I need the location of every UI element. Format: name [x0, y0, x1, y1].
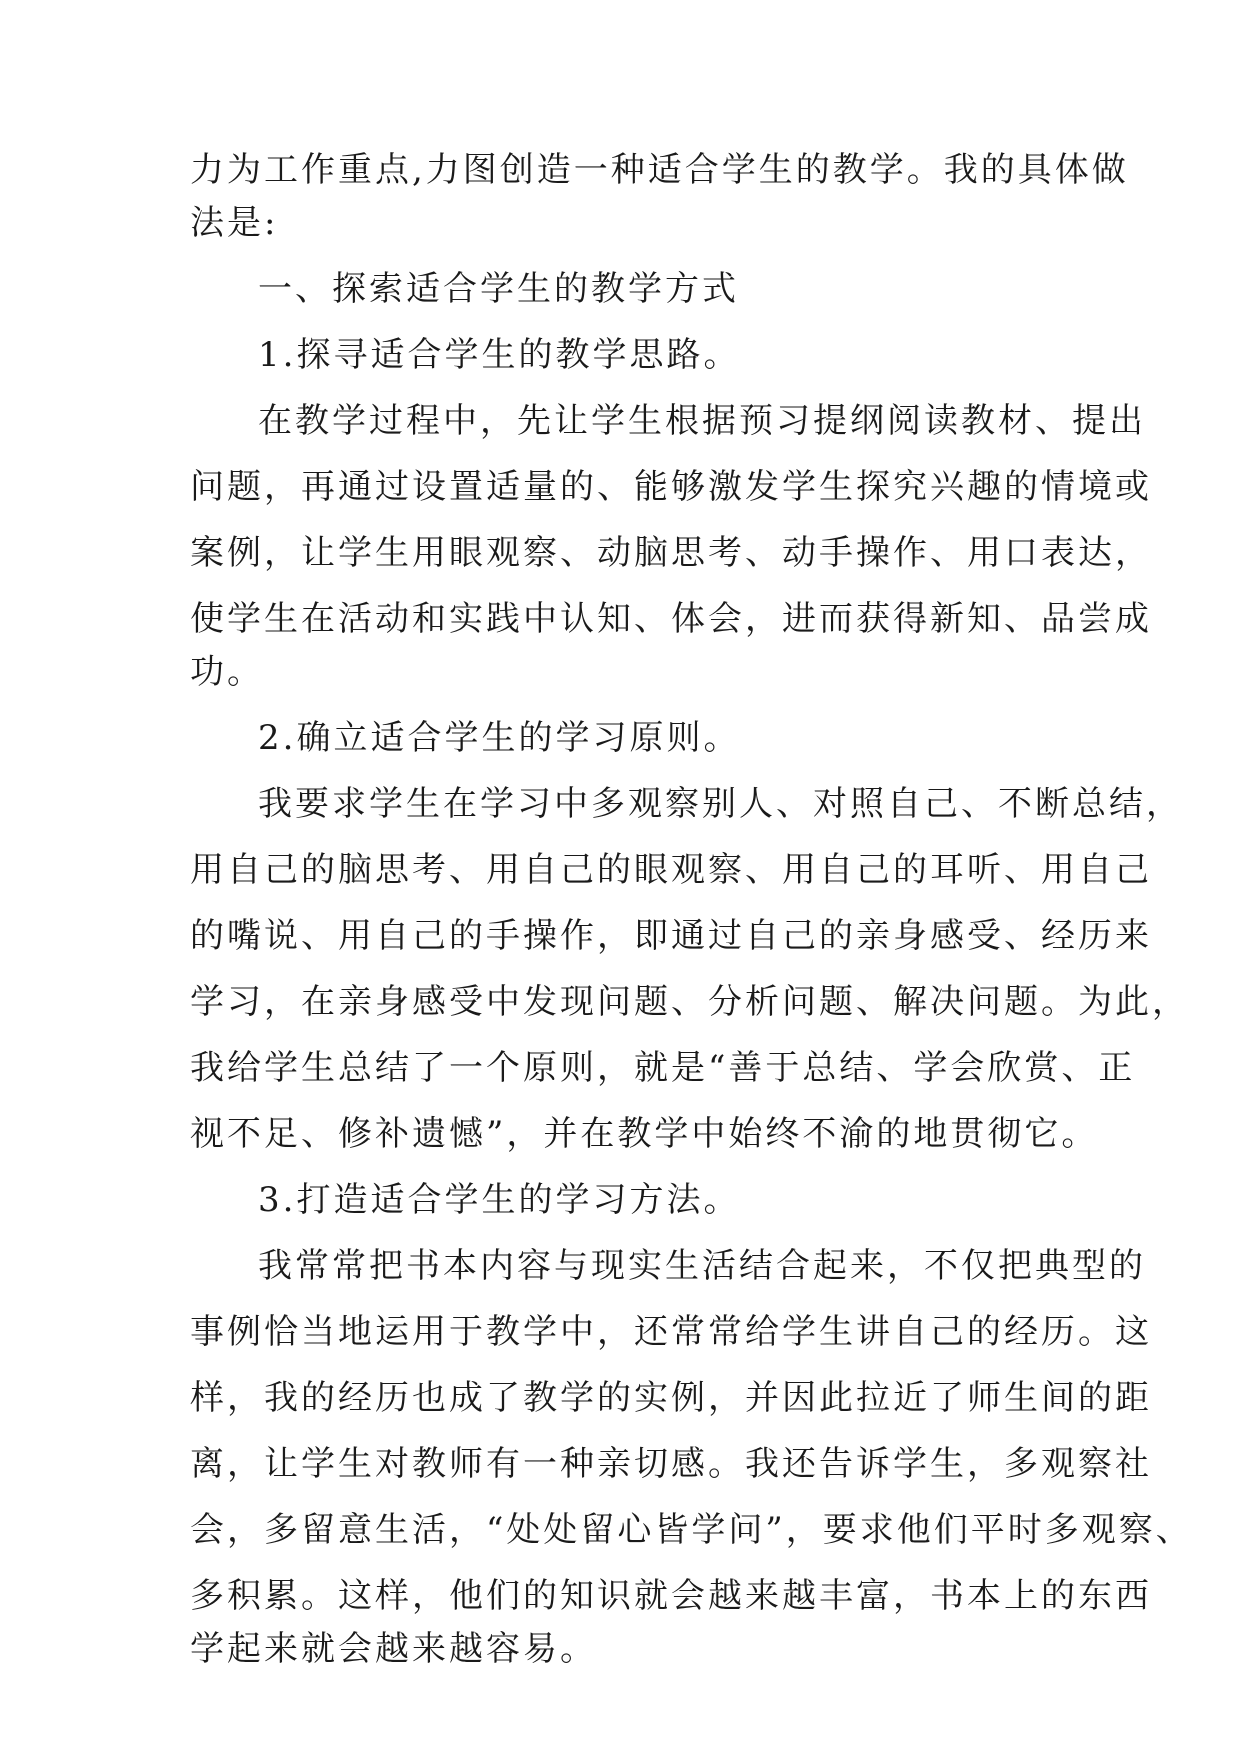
- text-line: 学起来就会越来越容易。: [190, 1629, 597, 1669]
- text-line: 法是:: [190, 203, 279, 243]
- text-line: 会，多留意生活，“处处留心皆学问”，要求他们平时多观察、: [190, 1510, 1193, 1550]
- text-line: 力为工作重点,力图创造一种适合学生的教学。我的具体做: [190, 150, 1129, 190]
- subsection-heading: 2.确立适合学生的学习原则。: [258, 718, 741, 758]
- text-line: 功。: [190, 652, 264, 692]
- text-line: 我给学生总结了一个原则，就是“善于总结、学会欣赏、正: [190, 1048, 1136, 1088]
- section-heading: 一、探索适合学生的教学方式: [258, 269, 739, 309]
- text-line: 我要求学生在学习中多观察别人、对照自己、不断总结，: [258, 784, 1183, 824]
- subsection-heading: 3.打造适合学生的学习方法。: [258, 1180, 741, 1220]
- text-line: 我常常把书本内容与现实生活结合起来，不仅把典型的: [258, 1246, 1146, 1286]
- text-line: 在教学过程中，先让学生根据预习提纲阅读教材、提出: [258, 401, 1146, 441]
- text-line: 问题，再通过设置适量的、能够激发学生探究兴趣的情境或: [190, 467, 1152, 507]
- text-line: 多积累。这样，他们的知识就会越来越丰富，书本上的东西: [190, 1576, 1152, 1616]
- text-line: 样，我的经历也成了教学的实例，并因此拉近了师生间的距: [190, 1378, 1152, 1418]
- text-line: 案例，让学生用眼观察、动脑思考、动手操作、用口表达，: [190, 533, 1152, 573]
- text-line: 学习，在亲身感受中发现问题、分析问题、解决问题。为此，: [190, 982, 1189, 1022]
- text-line: 的嘴说、用自己的手操作，即通过自己的亲身感受、经历来: [190, 916, 1152, 956]
- text-line: 使学生在活动和实践中认知、体会，进而获得新知、品尝成: [190, 599, 1152, 639]
- text-line: 用自己的脑思考、用自己的眼观察、用自己的耳听、用自己: [190, 850, 1152, 890]
- text-line: 离，让学生对教师有一种亲切感。我还告诉学生，多观察社: [190, 1444, 1152, 1484]
- subsection-heading: 1.探寻适合学生的教学思路。: [258, 335, 741, 375]
- text-line: 事例恰当地运用于教学中，还常常给学生讲自己的经历。这: [190, 1312, 1152, 1352]
- text-line: 视不足、修补遗憾”，并在教学中始终不渝的地贯彻它。: [190, 1114, 1099, 1154]
